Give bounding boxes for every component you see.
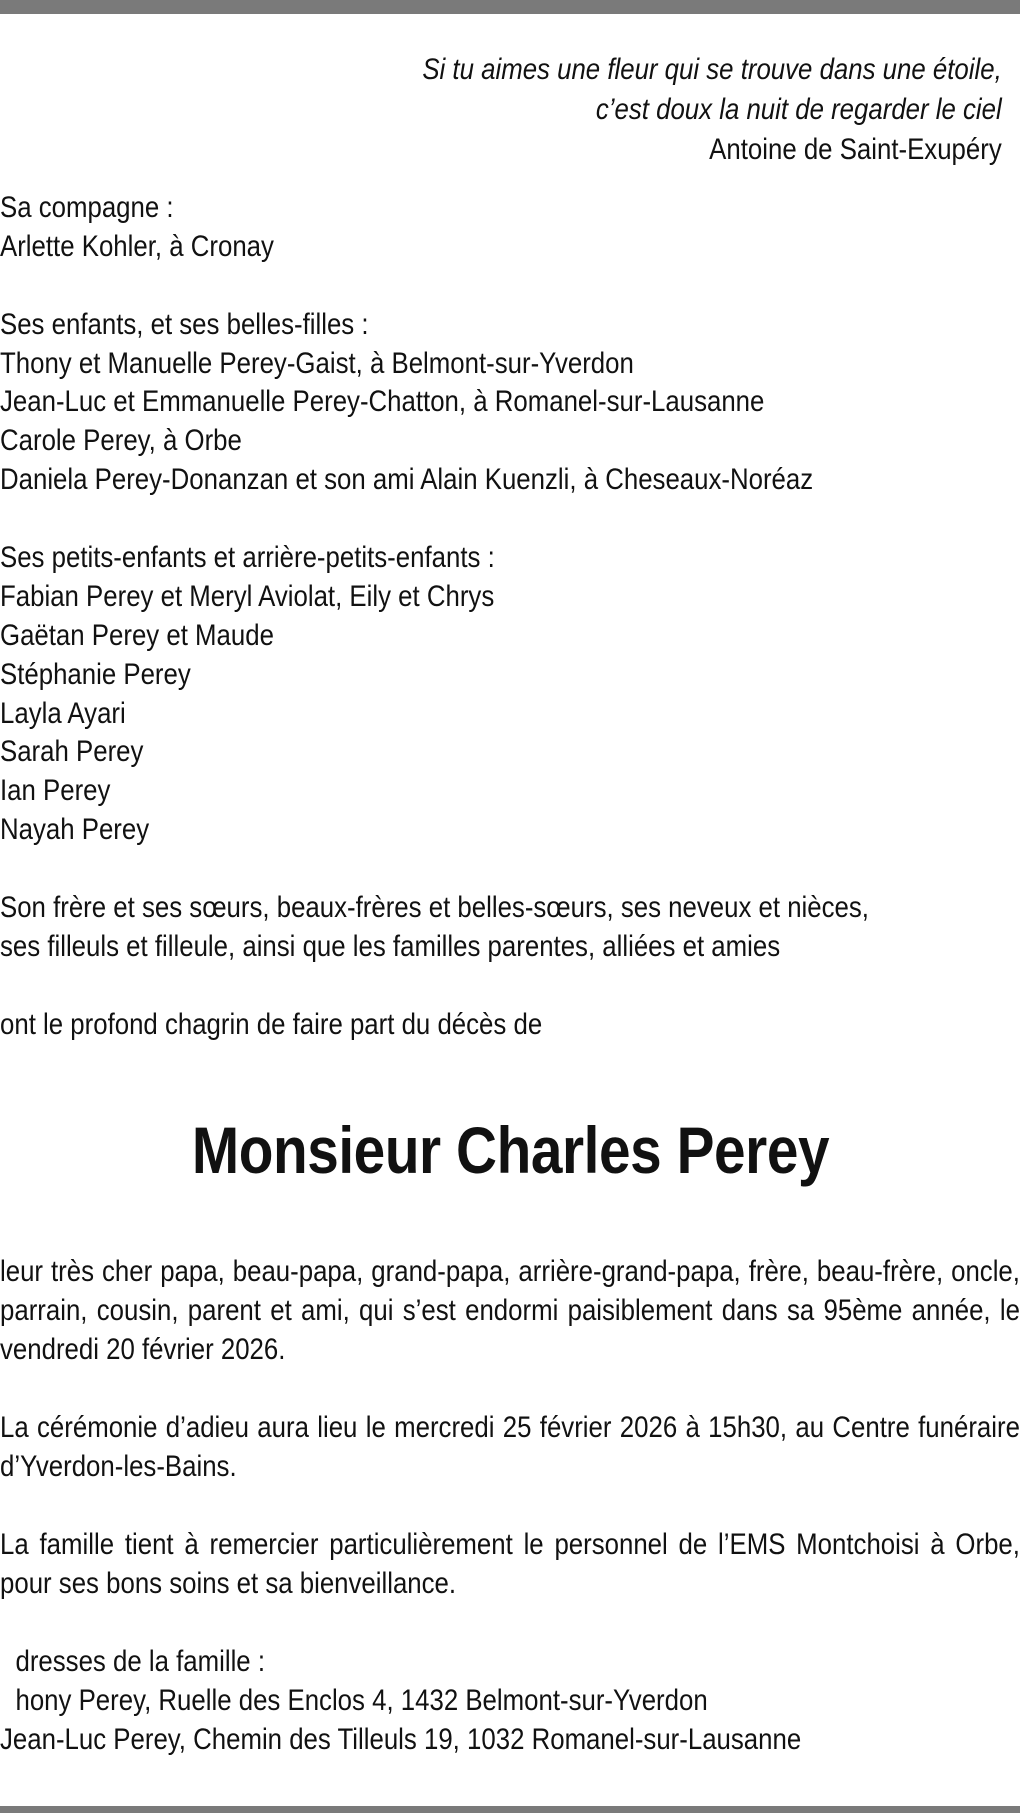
ceremony-paragraph: La cérémonie d’adieu aura lieu le mercredi 25 février 2026 à 15h30, au Centre funéraire d’Yverdon-les-Bains. — [0, 1411, 1020, 1483]
addresses-heading: dresses de la famille : — [15, 1645, 266, 1678]
child-line: Daniela Perey-Donanzan et son ami Alain Kuenzli, à Cheseaux-Noréaz — [0, 463, 814, 497]
family-list — [0, 189, 1020, 1045]
deceased-name: Monsieur Charles Perey — [191, 1113, 829, 1187]
companion-heading: Sa compagne : — [0, 191, 174, 224]
quote-author: Antoine de Saint-Exupéry — [709, 133, 1002, 166]
grandchild-line: Stéphanie Perey — [0, 657, 191, 691]
top-border — [0, 0, 1020, 14]
obituary-body — [0, 1252, 1020, 1759]
companion-name: Arlette Kohler, à Cronay — [0, 229, 274, 263]
quote-line-2: c’est doux la nuit de regarder le ciel — [596, 93, 1002, 126]
quote-line-1: Si tu aimes une fleur qui se trouve dans une étoile, — [422, 53, 1002, 86]
extended-family-line-1: Son frère et ses sœurs, beaux-frères et belles-sœurs, ses neveux et nièces, — [0, 891, 869, 925]
bottom-border — [0, 1806, 1020, 1813]
grandchild-line: Sarah Perey — [0, 735, 144, 769]
extended-family-line-2: ses filleuls et filleule, ainsi que les familles parentes, alliées et amies — [0, 929, 781, 963]
grandchild-line: Nayah Perey — [0, 813, 150, 847]
child-line: Jean-Luc et Emmanuelle Perey-Chatton, à Romanel-sur-Lausanne — [0, 385, 765, 419]
address-line: hony Perey, Ruelle des Enclos 4, 1432 Belmont-sur-Yverdon — [15, 1683, 708, 1717]
child-line: Carole Perey, à Orbe — [0, 424, 242, 458]
grandchild-line: Ian Perey — [0, 774, 111, 808]
thanks-paragraph: La famille tient à remercier particulièrement le personnel de l’EMS Montchoisi à Orbe, pour ses bons soins et sa bienveillance. — [0, 1528, 1020, 1600]
grandchild-line: Layla Ayari — [0, 696, 126, 730]
child-line: Thony et Manuelle Perey-Gaist, à Belmont-sur-Yverdon — [0, 346, 634, 380]
address-line: Jean-Luc Perey, Chemin des Tilleuls 19, 1032 Romanel-sur-Lausanne — [0, 1722, 802, 1756]
children-heading: Ses enfants, et ses belles-filles : — [0, 307, 369, 341]
epigraph-quote — [423, 50, 1002, 170]
announcement-text: ont le profond chagrin de faire part du décès de — [0, 1007, 543, 1041]
grandchild-line: Gaëtan Perey et Maude — [0, 618, 274, 652]
tribute-paragraph: leur très cher papa, beau-papa, grand-papa, arrière-grand-papa, frère, beau-frère, oncle, parrain, cousin, parent et ami, qui s’est endormi paisiblement dans sa 95ème année, le vendredi 20 février 2026. — [0, 1255, 1020, 1366]
deceased-name-heading — [0, 1110, 1020, 1190]
grandchild-line: Fabian Perey et Meryl Aviolat, Eily et Chrys — [0, 579, 495, 613]
grandchildren-heading: Ses petits-enfants et arrière-petits-enfants : — [0, 541, 495, 575]
